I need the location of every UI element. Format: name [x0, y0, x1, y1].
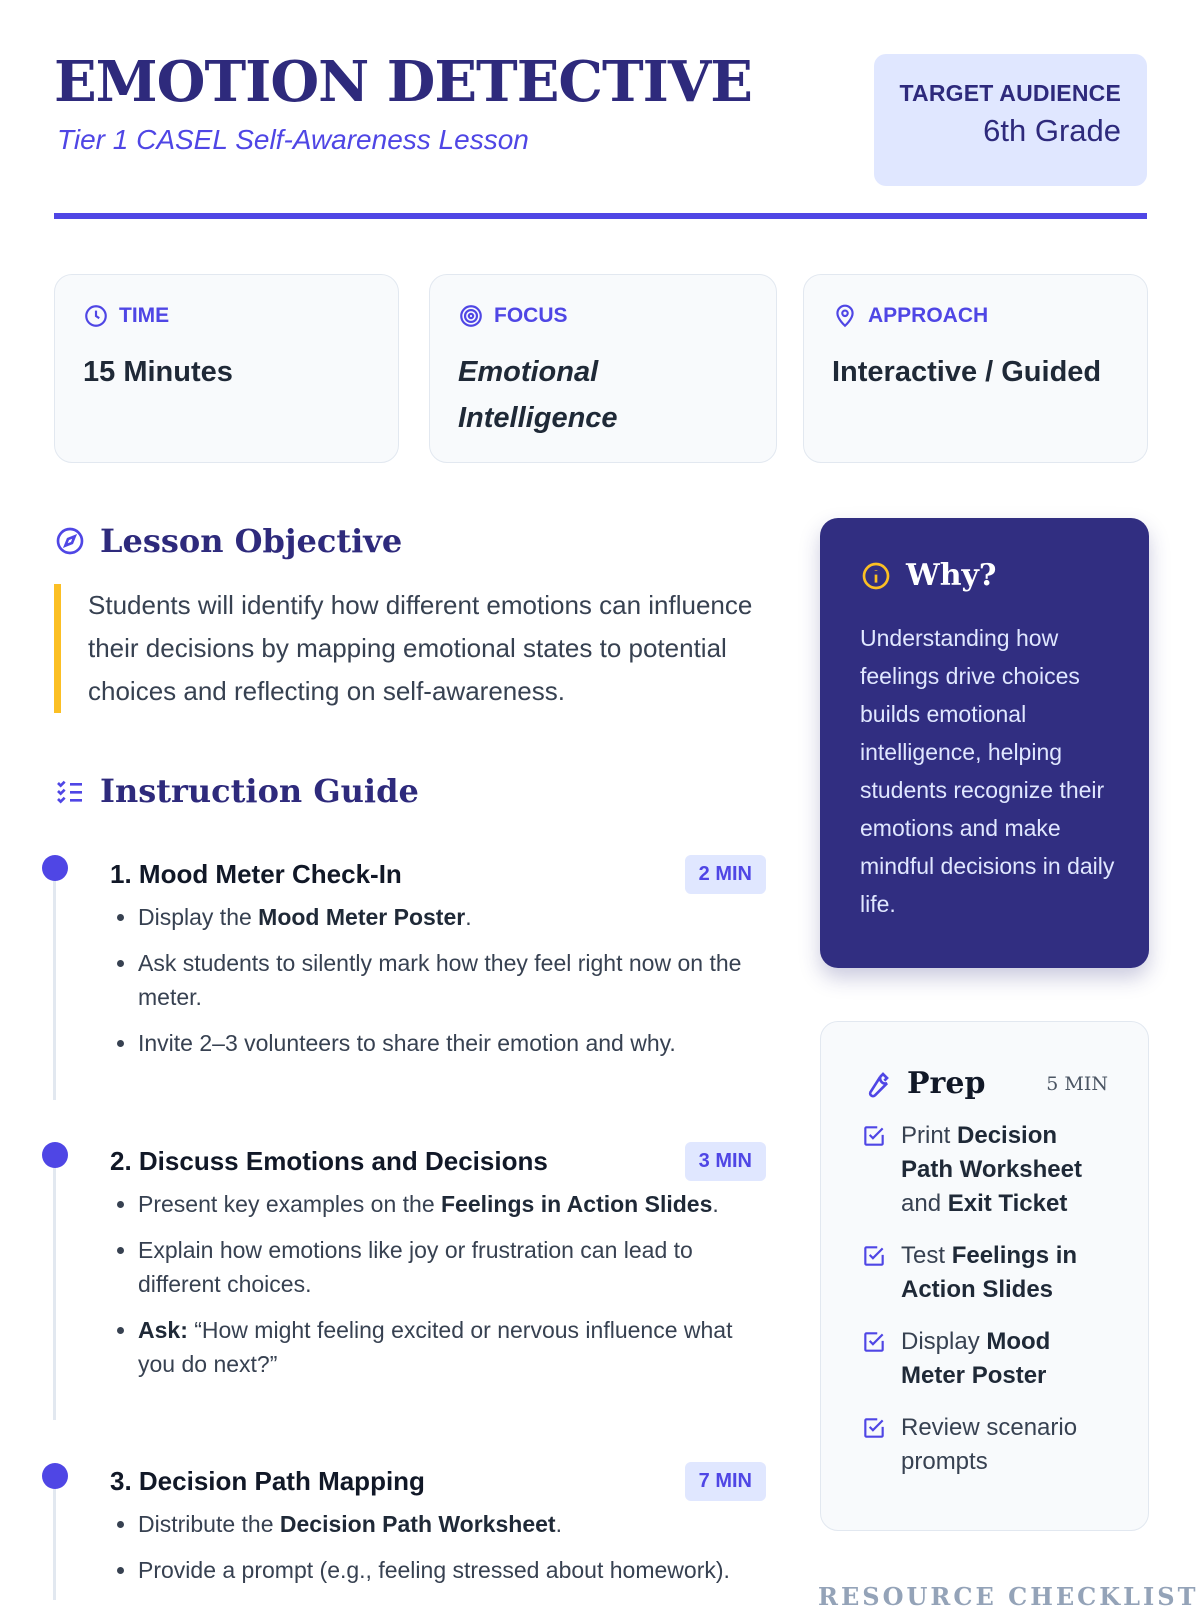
step-1: [110, 855, 766, 1072]
duration-badge: 7 MIN: [685, 1462, 766, 1501]
focus-label: FOCUS: [494, 304, 568, 327]
step-title: 1. Mood Meter Check-In: [110, 859, 402, 889]
checkbox-checked-icon: [861, 1243, 887, 1269]
map-pin-icon: [832, 303, 858, 329]
list-item: • Ask: “How might feeling excited or nervous influence what you do next?”: [138, 1313, 766, 1381]
step-title: 3. Decision Path Mapping: [110, 1466, 425, 1496]
step-title: 2. Discuss Emotions and Decisions: [110, 1146, 548, 1176]
compass-icon: [54, 525, 86, 557]
wrench-icon: [861, 1068, 893, 1100]
checklist-item: Print Decision Path Worksheet and Exit Ticket: [861, 1119, 1108, 1221]
checklist-icon: [54, 775, 86, 807]
prep-title: Prep: [907, 1066, 986, 1101]
timeline-dot: [42, 855, 68, 881]
approach-value: Interactive / Guided: [832, 356, 1102, 388]
clock-icon: [83, 303, 109, 329]
prep-duration: 5 MIN: [1046, 1072, 1108, 1095]
checklist-item: Review scenario prompts: [861, 1411, 1108, 1479]
audience-value: 6th Grade: [983, 113, 1121, 148]
checkbox-checked-icon: [861, 1415, 887, 1441]
time-value: 15 Minutes: [83, 356, 233, 388]
guide-heading: [54, 772, 419, 810]
audience-label: TARGET AUDIENCE: [899, 80, 1121, 106]
approach-card: [803, 274, 1148, 463]
why-heading: Why?: [906, 558, 997, 593]
list-item: • Distribute the Decision Path Worksheet.: [138, 1507, 766, 1541]
timeline-dot: [42, 1142, 68, 1168]
approach-label: APPROACH: [868, 304, 989, 327]
timeline-line: [53, 1472, 56, 1600]
checklist-item: Display Mood Meter Poster: [861, 1325, 1108, 1393]
checklist-item: Test Feelings in Action Slides: [861, 1239, 1108, 1307]
time-label: TIME: [119, 304, 170, 327]
checkbox-checked-icon: [861, 1329, 887, 1355]
list-item: • Invite 2–3 volunteers to share their emotion and why.: [138, 1026, 766, 1060]
timeline-line: [53, 864, 56, 1100]
timeline-line: [53, 1150, 56, 1420]
list-item: • Explain how emotions like joy or frustration can lead to different choices.: [138, 1233, 766, 1301]
step-2: [110, 1142, 766, 1393]
focus-value: Emotional Intelligence: [458, 356, 618, 434]
list-item: • Display the Mood Meter Poster.: [138, 900, 766, 934]
target-icon: [458, 303, 484, 329]
prep-card: [820, 1021, 1149, 1531]
page-subtitle: Tier 1 CASEL Self-Awareness Lesson: [57, 124, 529, 155]
duration-badge: 2 MIN: [685, 855, 766, 894]
header-divider: [54, 213, 1147, 219]
checkbox-checked-icon: [861, 1123, 887, 1149]
audience-card: [874, 54, 1147, 186]
guide-heading-text: Instruction Guide: [100, 772, 419, 810]
objective-heading: [54, 522, 402, 560]
time-card: [54, 274, 399, 463]
info-icon: [860, 560, 892, 592]
objective-text: Students will identify how different emotions can influence their decisions by mapping emotional states to potential choices and reflecting on self-awareness.: [54, 584, 808, 713]
why-card: [820, 518, 1149, 968]
page-title: EMOTION DETECTIVE: [54, 49, 752, 115]
list-item: • Ask students to silently mark how they feel right now on the meter.: [138, 946, 766, 1014]
list-item: • Provide a prompt (e.g., feeling stressed about homework).: [138, 1553, 766, 1587]
list-item: • Present key examples on the Feelings in Action Slides.: [138, 1187, 766, 1221]
resource-checklist-heading: RESOURCE CHECKLIST: [818, 1582, 1199, 1611]
timeline-dot: [42, 1463, 68, 1489]
focus-card: [429, 274, 777, 463]
objective-heading-text: Lesson Objective: [100, 522, 403, 560]
step-3: [110, 1462, 766, 1599]
why-text: Understanding how feelings drive choices builds emotional intelligence, helping students recognize their emotions and make mindful decisions in daily life.: [860, 625, 1115, 917]
duration-badge: 3 MIN: [685, 1142, 766, 1181]
